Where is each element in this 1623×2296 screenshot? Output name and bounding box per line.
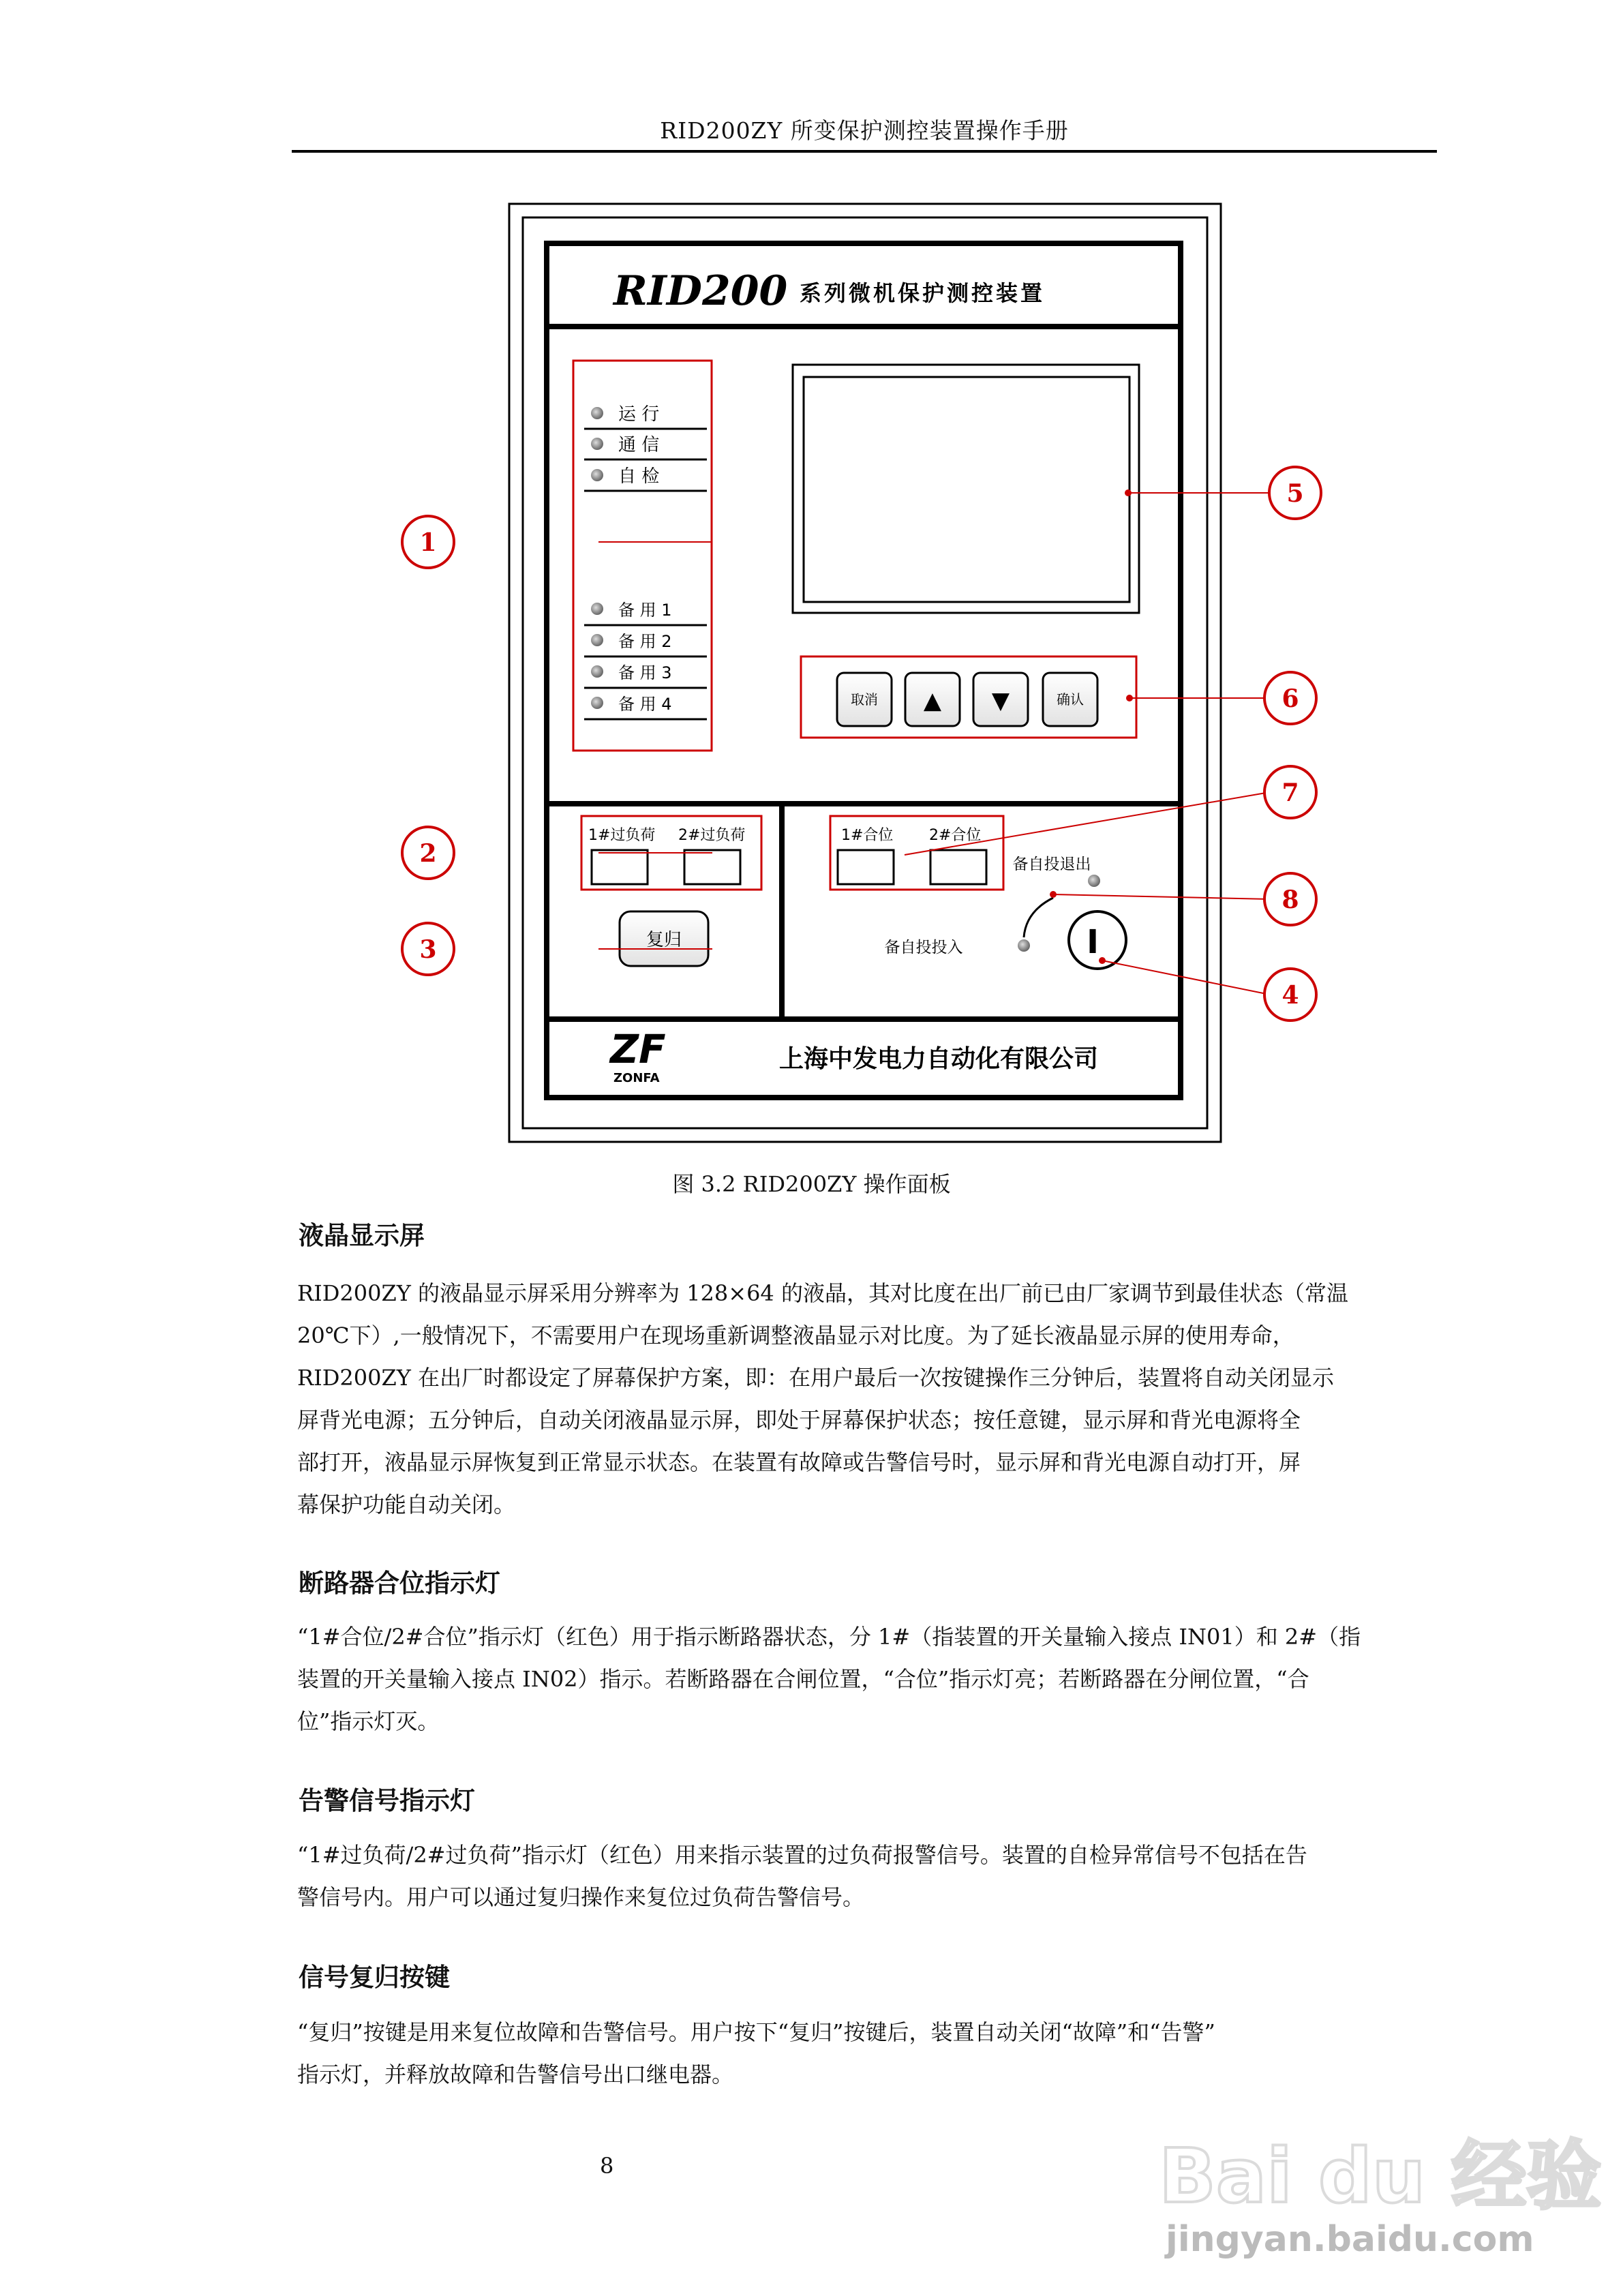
body-line: “1#过负荷/2#过负荷”指示灯（红色）用来指示装置的过负荷报警信号。装置的自检异常信号不包括在告 — [297, 1842, 1307, 1868]
led-label: 运 行 — [618, 404, 660, 425]
auto-transfer-enter-label: 备自投投入 — [884, 939, 963, 956]
led-label: 备 用 3 — [618, 663, 672, 682]
reset-key-label: 复归 — [646, 930, 682, 950]
watermark-url: jingyan.baidu.com — [1166, 2219, 1534, 2260]
section-body — [297, 1834, 1437, 1918]
led-label: 备 用 2 — [618, 632, 672, 651]
body-line: 警信号内。用户可以通过复归操作来复位过负荷告警信号。 — [297, 1884, 865, 1910]
section-body — [297, 1272, 1437, 1526]
key-switch-mark: I — [1087, 923, 1099, 961]
close-1-label: 1#合位 — [841, 827, 894, 844]
section-title: 断路器合位指示灯 — [299, 1569, 500, 1598]
auto-transfer-exit-label: 备自投退出 — [1012, 856, 1091, 873]
svg-text:1: 1 — [419, 528, 437, 557]
svg-text:5: 5 — [1286, 479, 1304, 508]
body-line: 指示灯，并释放故障和告警信号出口继电器。 — [297, 2061, 734, 2087]
body-line: 20℃下）,一般情况下，不需要用户在现场重新调整液晶显示对比度。为了延长液晶显示屏的使用寿命， — [297, 1323, 1294, 1348]
led-label: 自 检 — [618, 466, 660, 487]
logo-glyph: ZF — [610, 1026, 666, 1072]
svg-text:6: 6 — [1281, 684, 1299, 713]
body-line: 装置的开关量输入接点 IN02）指示。若断路器在合闸位置，“合位”指示灯亮；若断路器在分闸位置，“合 — [297, 1666, 1309, 1692]
svg-text:4: 4 — [1281, 981, 1299, 1010]
watermark-brand: Bai du 经验 — [1159, 2132, 1602, 2220]
cancel-key-label: 取消 — [851, 691, 878, 708]
callout-7 — [1264, 766, 1316, 818]
svg-text:7: 7 — [1281, 779, 1299, 807]
up-arrow-icon: ▲ — [923, 687, 942, 714]
section-title: 信号复归按键 — [299, 1963, 450, 1992]
svg-text:3: 3 — [419, 935, 437, 964]
led-label: 备 用 1 — [618, 601, 672, 620]
page-header: RID200ZY 所变保护测控装置操作手册 — [660, 117, 1069, 144]
callout-3 — [402, 923, 454, 975]
brand-subtitle: 系列微机保护测控装置 — [800, 280, 1046, 306]
body-line: 幕保护功能自动关闭。 — [297, 1492, 516, 1517]
body-line: 部打开，液晶显示屏恢复到正常显示状态。在装置有故障或告警信号时，显示屏和背光电源自动打开，屏 — [297, 1449, 1301, 1475]
body-line: “复归”按键是用来复位故障和告警信号。用户按下“复归”按键后，装置自动关闭“故障”和“告警” — [297, 2019, 1215, 2045]
down-arrow-icon: ▼ — [991, 687, 1010, 714]
section-title: 液晶显示屏 — [299, 1221, 425, 1250]
led-label: 通 信 — [618, 435, 660, 455]
body-line: 屏背光电源；五分钟后，自动关闭液晶显示屏，即处于屏幕保护状态；按任意键，显示屏和背光电源将全 — [297, 1407, 1301, 1433]
body-line: RID200ZY 在出厂时都设定了屏幕保护方案，即：在用户最后一次按键操作三分钟后，装置将自动关闭显示 — [297, 1365, 1335, 1391]
company-name: 上海中发电力自动化有限公司 — [779, 1045, 1099, 1073]
figure-caption: 图 3.2 RID200ZY 操作面板 — [672, 1171, 951, 1197]
logo-text: ZONFA — [613, 1071, 660, 1085]
section-title: 告警信号指示灯 — [299, 1786, 475, 1815]
callout-8 — [1264, 873, 1316, 925]
callout-4 — [1264, 969, 1316, 1021]
svg-text:8: 8 — [1281, 886, 1299, 914]
overload-2-label: 2#过负荷 — [678, 827, 746, 844]
svg-text:2: 2 — [419, 839, 437, 868]
callout-6 — [1264, 672, 1316, 724]
callout-1 — [402, 516, 454, 568]
body-line: 位”指示灯灭。 — [297, 1708, 440, 1734]
body-line: RID200ZY 的液晶显示屏采用分辨率为 128×64 的液晶，其对比度在出厂前已由厂家调节到最佳状态（常温 — [297, 1280, 1348, 1306]
close-2-label: 2#合位 — [929, 827, 982, 844]
page-number: 8 — [600, 2153, 614, 2179]
brand-title: RID200 — [613, 267, 788, 315]
callout-2 — [402, 827, 454, 879]
body-line: “1#合位/2#合位”指示灯（红色）用于指示断路器状态，分 1#（指装置的开关量输入接点 IN01）和 2#（指 — [297, 1624, 1361, 1650]
confirm-key-label: 确认 — [1057, 691, 1084, 708]
section-body — [297, 2011, 1437, 2096]
callout-5 — [1269, 467, 1321, 519]
led-label: 备 用 4 — [618, 695, 672, 714]
overload-1-label: 1#过负荷 — [588, 827, 656, 844]
section-body — [297, 1616, 1437, 1742]
